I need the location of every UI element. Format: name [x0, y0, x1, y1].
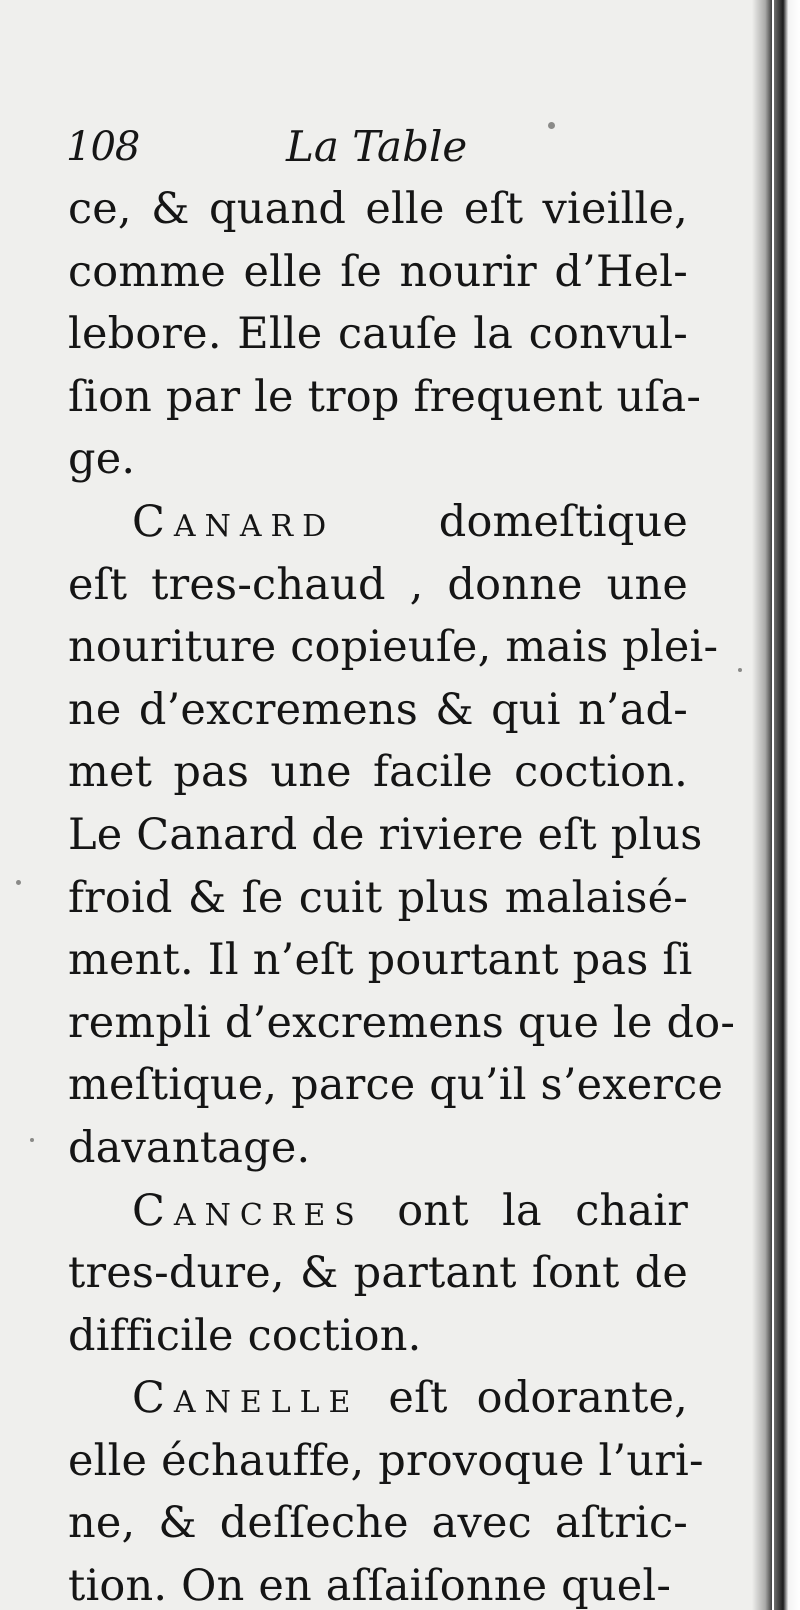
- line-text: comme elle ſe nourir d’Hel-: [68, 246, 688, 297]
- text-line: [68, 867, 688, 930]
- entry-headword: Cancres: [132, 1185, 364, 1236]
- text-line: [68, 428, 688, 491]
- entry-headword: Canard: [132, 496, 336, 547]
- line-text: ne, & deſſeche avec aſtric-: [68, 1498, 688, 1549]
- paper-speck: [16, 880, 21, 885]
- text-line: [68, 491, 688, 554]
- book-gutter: [774, 0, 800, 1610]
- text-line: [68, 679, 688, 742]
- running-title: La Table: [286, 122, 468, 171]
- paper-speck: [738, 668, 742, 672]
- text-line: [68, 554, 688, 617]
- text-line: [68, 616, 719, 679]
- line-text: domeſtique: [335, 496, 688, 547]
- line-text: met pas une facile coction.: [68, 747, 688, 798]
- line-text: difficile coction.: [68, 1310, 422, 1361]
- line-text: tion. On en aſſaiſonne quel-: [68, 1561, 672, 1610]
- entry-headword: Canelle: [132, 1373, 360, 1424]
- text-line: [68, 741, 688, 804]
- text-line: [68, 929, 693, 992]
- text-line: [68, 1367, 688, 1430]
- line-text: ge.: [68, 434, 136, 485]
- text-line: [68, 992, 736, 1055]
- text-line: [68, 1430, 704, 1493]
- text-line: [68, 1180, 688, 1243]
- line-text: meſtique, parce qu’il s’exerce: [68, 1060, 724, 1111]
- line-text: eſt odorante,: [359, 1373, 688, 1424]
- line-text: lebore. Elle cauſe la convul-: [68, 309, 688, 360]
- line-text: ſion par le trop frequent uſa-: [68, 371, 702, 422]
- line-text: ment. Il n’eſt pourtant pas ſi: [68, 935, 693, 986]
- line-text: froid & ſe cuit plus malaisé-: [68, 872, 688, 923]
- line-text: eſt tres-chaud , donne une: [68, 559, 688, 610]
- line-text: ce, & quand elle eſt vieille,: [68, 184, 688, 234]
- text-line: [68, 303, 688, 366]
- paper-speck: [548, 122, 555, 129]
- line-text: tres-dure, & partant ſont de: [68, 1248, 688, 1299]
- text-line: [68, 1117, 688, 1180]
- text-line: [68, 1305, 688, 1368]
- page-edge-shadow: [752, 0, 772, 1610]
- line-text: rempli d’excremens que le do-: [68, 997, 736, 1048]
- text-line: [68, 178, 688, 241]
- line-text: elle échauffe, provoque l’uri-: [68, 1435, 704, 1486]
- text-line: [68, 1555, 688, 1610]
- page-header: [66, 118, 686, 178]
- line-text: ont la chair: [363, 1185, 688, 1236]
- text-line: [68, 804, 703, 867]
- line-text: Le Canard de riviere eſt plus: [68, 809, 703, 860]
- body-text: [68, 178, 736, 1610]
- line-text: nouriture copieuſe, mais plei-: [68, 622, 719, 673]
- line-text: davantage.: [68, 1122, 311, 1173]
- text-line: [68, 366, 702, 429]
- line-text: ne d’excremens & qui n’ad-: [68, 684, 688, 735]
- text-line: [68, 1054, 724, 1117]
- text-line: [68, 241, 688, 304]
- paper-speck: [30, 1138, 34, 1142]
- page-number: 108: [66, 124, 140, 170]
- text-line: [68, 1242, 688, 1305]
- text-line: [68, 1492, 688, 1555]
